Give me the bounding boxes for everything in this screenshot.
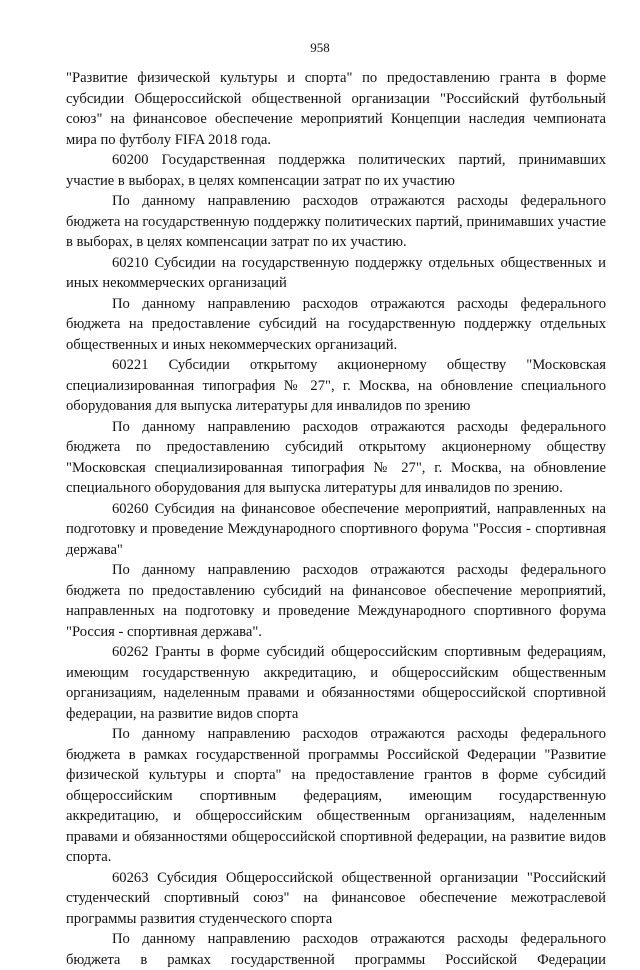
section-heading-60262: 60262 Гранты в форме субсидий общероссийским спортивным федерациям, имеющим государственную аккредитацию, и общероссийским общественным организациям, наделенным правами и обязанностями общероссийской спортивной федерации, на развитие видов спорта [66,644,606,722]
paragraph: По данному направлению расходов отражаются расходы федерального бюджета по предоставлению субсидий открытому акционерному обществу "Московская специализированная типография № 27", г. Москва, на обновление специального оборудования для выпуска литературы для инвалидов по зрению. [66,418,606,496]
section-heading-60263: 60263 Субсидия Общероссийской общественной организации "Российский студенческий спортивный союз" на финансовое обеспечение межотраслевой программы развития студенческого спорта [66,869,606,927]
page-number: 958 [310,40,330,55]
document-body [66,68,606,970]
section-heading-60200: 60200 Государственная поддержка политических партий, принимавших участие в выборах, в целях компенсации затрат по их участию [66,152,606,189]
paragraph: По данному направлению расходов отражаются расходы федерального бюджета на предоставление субсидий на государственную поддержку отдельных общественных и иных некоммерческих организаций. [66,295,606,353]
paragraph: "Развитие физической культуры и спорта" по предоставлению гранта в форме субсидии Общероссийской общественной организации "Российский футбольный союз" на финансовое обеспечение мероприятий Концепции наследия чемпионата мира по футболу FIFA 2018 года. [66,70,606,148]
paragraph: По данному направлению расходов отражаются расходы федерального бюджета в рамках государственной программы Российской Федерации [66,931,606,968]
section-heading-60221: 60221 Субсидии открытому акционерному обществу "Московская специализированная типография № 27", г. Москва, на обновление специального оборудования для выпуска литературы для инвалидов по зрению [66,357,606,414]
paragraph: По данному направлению расходов отражаются расходы федерального бюджета на государственную поддержку политических партий, принимавших участие в выборах, в целях компенсации затрат по их участию. [66,193,606,250]
section-heading-60260: 60260 Субсидия на финансовое обеспечение мероприятий, направленных на подготовку и проведение Международного спортивного форума "Россия - спортивная держава" [66,500,606,558]
paragraph: По данному направлению расходов отражаются расходы федерального бюджета в рамках государственной программы Российской Федерации "Развитие физической культуры и спорта" на предоставление грантов в форме субсидий общероссийским спортивным федерациям, имеющим государственную аккредитацию, и общероссийским общественным организациям, наделенным правами и обязанностями общероссийской спортивной федерации, на развитие видов спорта. [66,726,606,865]
section-heading-60210: 60210 Субсидии на государственную поддержку отдельных общественных и иных некоммерческих организаций [66,254,606,291]
paragraph: По данному направлению расходов отражаются расходы федерального бюджета по предоставлению субсидий на финансовое обеспечение мероприятий, направленных на подготовку и проведение Международного спортивного форума "Россия - спортивная держава". [66,562,606,640]
